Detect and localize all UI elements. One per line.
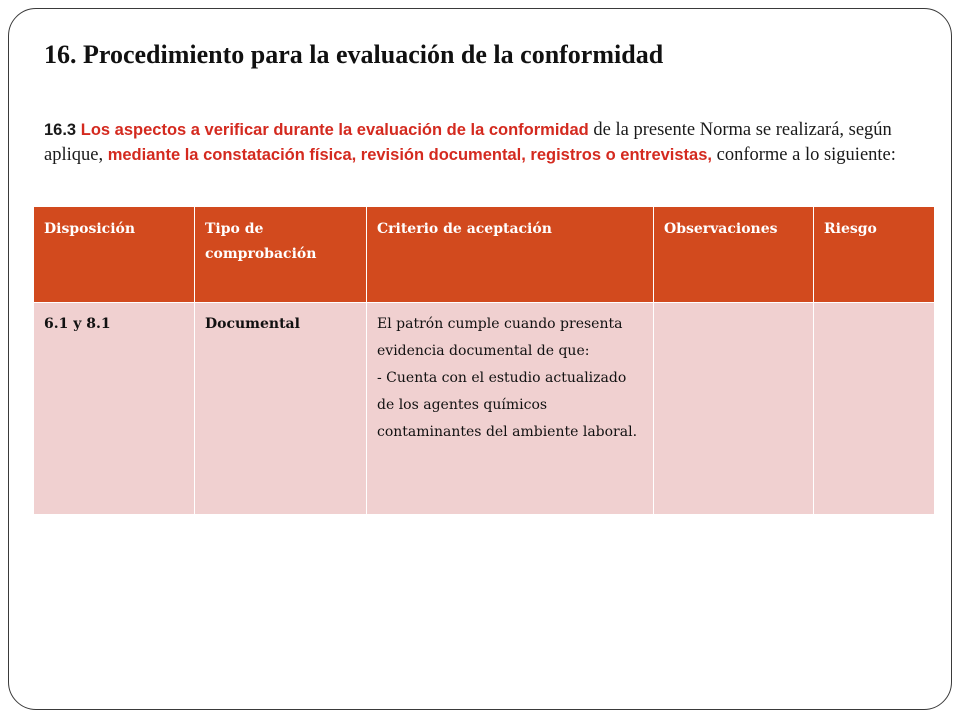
criterio-line-1: El patrón cumple cuando presenta evidencia documental de que: bbox=[377, 316, 623, 359]
conformity-table bbox=[33, 206, 935, 515]
intro-text-1: de la presente Norma se realizará, según aplique, bbox=[44, 120, 892, 165]
cell-disposicion: 6.1 y 8.1 bbox=[34, 303, 195, 515]
table-header-row bbox=[34, 207, 935, 303]
header-riesgo: Riesgo bbox=[814, 207, 935, 303]
cell-criterio bbox=[367, 303, 654, 515]
cell-riesgo bbox=[814, 303, 935, 515]
intro-highlight-2: mediante la constatación física, revisión documental, registros o entrevistas, bbox=[107, 146, 712, 164]
table-row bbox=[34, 303, 935, 515]
header-observaciones: Observaciones bbox=[654, 207, 814, 303]
header-criterio-aceptacion: Criterio de aceptación bbox=[367, 207, 654, 303]
cell-observaciones bbox=[654, 303, 814, 515]
header-disposicion: Disposición bbox=[34, 207, 195, 303]
criterio-line-2: - Cuenta con el estudio actualizado de los agentes químicos contaminantes del ambiente laboral. bbox=[377, 370, 638, 440]
header-tipo-comprobacion: Tipo de comprobación bbox=[195, 207, 367, 303]
intro-text-2: conforme a lo siguiente: bbox=[716, 145, 896, 165]
page-title: 16. Procedimiento para la evaluación de la conformidad bbox=[44, 40, 664, 69]
intro-paragraph bbox=[44, 118, 934, 168]
intro-highlight-1: Los aspectos a verificar durante la evaluación de la conformidad bbox=[80, 121, 589, 139]
section-number: 16.3 bbox=[44, 121, 77, 139]
cell-tipo: Documental bbox=[195, 303, 367, 515]
